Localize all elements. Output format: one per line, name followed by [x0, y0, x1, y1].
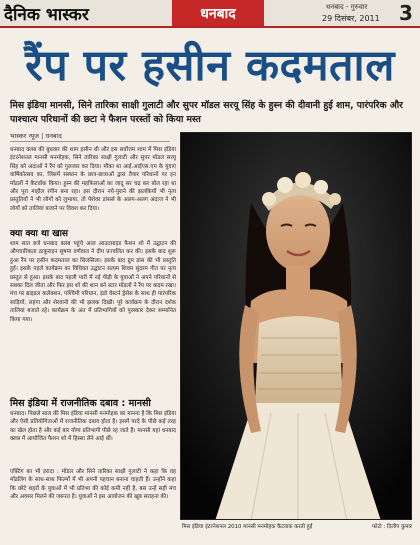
edition-date: 29 दिसंबर, 2011	[322, 14, 380, 23]
masthead	[0, 0, 420, 28]
newspaper-name: दैनिक भास्कर	[4, 5, 89, 25]
article-byline: भास्कर न्यूज | धनबाद	[10, 132, 62, 140]
article-paragraph: एक्टिंग का भी इरादा : मॉडल और सिने तारिका साक्षी गुलाटी ने कहा कि वह मॉडलिंग के साथ-साथ फिल्मों में भी अपनी पहचान बनाना चाहती हैं। उन्होंने कहा कि छोटे शहरों के युवाओं में भी प्रतिभा की कोई कमी नहीं है, बस उन्हें सही मंच और अवसर मिलने की जरूरत है। युवाओं ने इस आयोजन की खूब सराहना की।	[10, 469, 176, 501]
article-paragraph: धनबाद क्लब की बुधवार की शाम हसीन थी और इस सर्वोत्तम शाम में मिस इंडिया इंटरनेशनल मानसी मनमोहक, सिने तारिका साक्षी गुलाटी और सुपर मॉडल सरयू सिंह को अदाओं ने रैंप को गुलजार कर दिया। मौका था आई.आईएस.एम के युवाएं वार्षिकोत्सव का, जिसमें संस्थान के छात्र-छात्राओं द्वारा तैयार परिधानों पर इन मॉडलों ने कैटवॉक किया। हुस्न की महफिलाओं का जादू सर चढ़ कर बोल रहा था और पूरा माहौल रंगीन बना रहा। इस दौरान नये-पुराने की झलकियों भी नृत्य प्रस्तुतियों ने भी लोगों को लुभाया, तो पेशेवर डांसर्स के अलग-अलग अंदाज ने भी लोगों को तालियां बजाने पर विवश कर दिया।	[10, 147, 176, 212]
section-heading: मिस इंडिया में राजनीतिक दबाव : मानसी	[10, 398, 151, 409]
article-paragraph: धनबाद। पिछले साल की मिस इंडिया मानसी मनमोहक का मानना है कि मिस इंडिया और ऐसी प्रतियोगिताओं में राजनीतिक दबाव होता है। इसमें परदे के पीछे कई तरह का खेल होता है और कई बार योग्य प्रतिभागी पीछे रह जाते हैं। मानसी यहां धनबाद क्लब में आयोजित फैशन शो में हिस्सा लेने आई थीं।	[10, 411, 176, 443]
article-headline: रैंप पर हसीन कदमताल	[25, 41, 395, 91]
byline-divider	[10, 141, 170, 142]
model-photo	[180, 132, 412, 520]
photo-caption: मिस इंडिया इंटरनेशनल 2010 मानसी मनमोहक कैटवाक करती हुईं	[182, 524, 313, 530]
photo-credit: फोटो : दिलीप कुमार	[372, 524, 412, 530]
section-heading: क्या क्या था खास	[10, 229, 68, 239]
page-number: 3	[399, 1, 413, 25]
article-paragraph: शाम सात बजे धनबाद क्लब पहुंचे आल आउटसाइड फैशन शो में उद्घाटन की औपचारिकता ठाकुराइन सुषमा वर्णवाल ने दीप प्रज्वलित कर की। इसके बाद शुरू हुआ रैंप पर हसीन कदमताल का सिलसिला। इसके बाद ग्रुप डांस की भी प्रस्तुति हुई। इसके पहले कार्यक्रम का विधिवत उद्घाटन सत्यम शिवम सुंदरम गीत पर नृत्य प्रस्तुत से हुआ। इसके बाद पहली पारी में नई पीढ़ी के युवाओं ने अपने परिधानों से सबका दिल जीता और फिर इस शो की शान बने स्टार मॉडलों ने रैंप पर कदम रखा। मंच पर ब्राइडल कलेक्शन, पश्चिमी परिधान, इंडो वेस्टर्न ड्रेसेस के साथ ही पारंपरिक साड़ियों, लहंगा और शेरवानी की भी झलक दिखी। पूरे कार्यक्रम के दौरान दर्शक तालियां बजाते रहे। कार्यक्रम के अंत में प्रतिभागियों को पुरस्कार देकर सम्मानित किया गया।	[10, 241, 176, 323]
article-subhead: मिस इंडिया मानसी, सिने तारिका साक्षी गुलाटी और सुपर मॉडल सरयू सिंह के हुस्न की दीवानी हुई शाम, पारंपरिक और पाश्चात्य परिधानों की छटा ने फैशन परस्तों को किया मस्त	[10, 100, 403, 125]
edition-meta: धनबाद - गुरुवार	[326, 3, 368, 11]
city-edition-tab: धनबाद	[172, 0, 264, 26]
